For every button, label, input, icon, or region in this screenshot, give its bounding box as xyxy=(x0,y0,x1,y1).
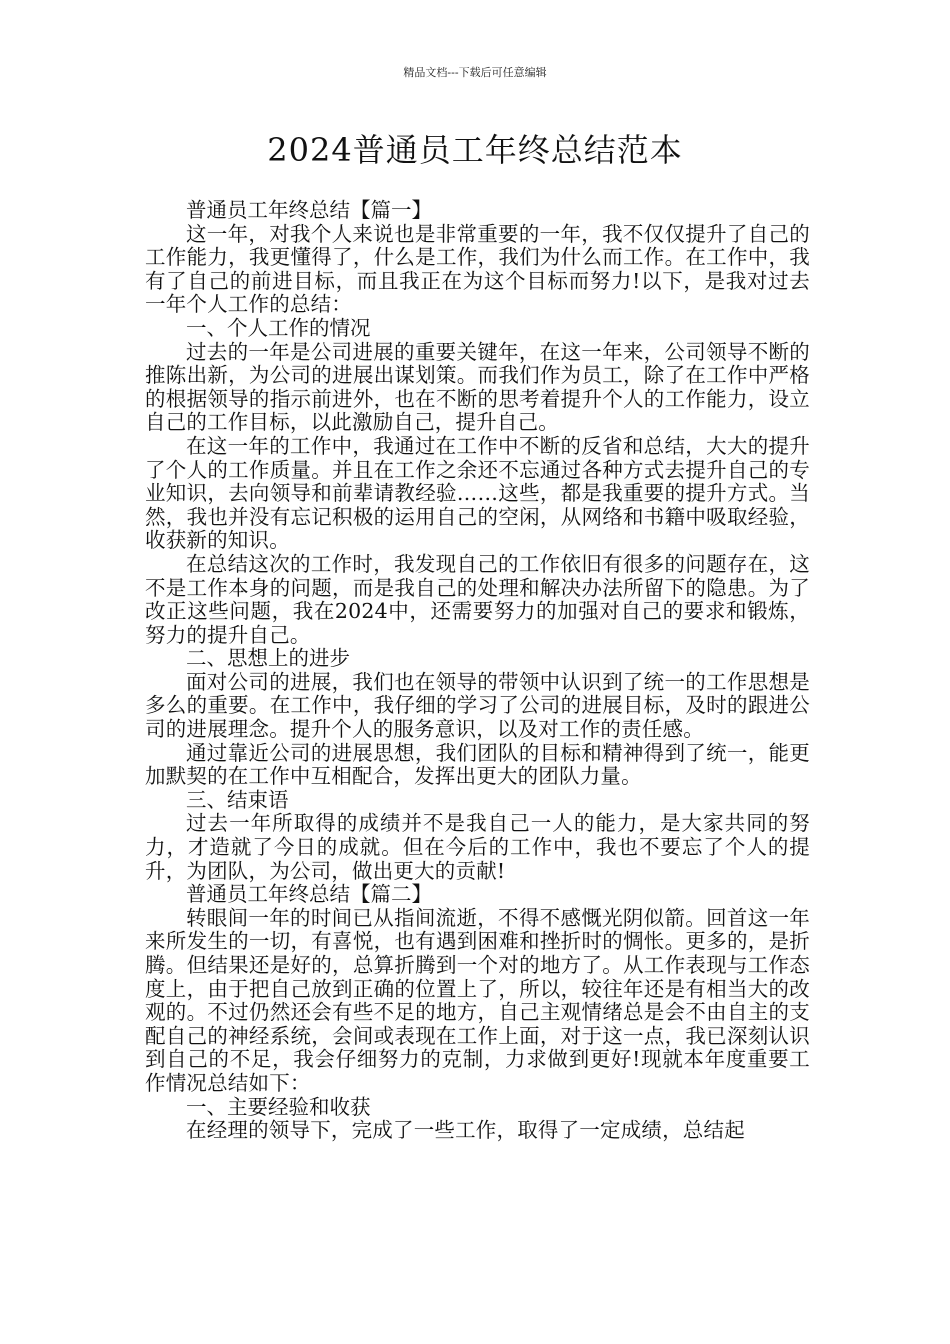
paragraph: 面对公司的进展，我们也在领导的带领中认识到了统一的工作思想是多么的重要。在工作中，我仔细的学习了公司的进展目标，及时的跟进公司的进展理念。提升个人的服务意识，以及对工作的责任感。 xyxy=(145,669,810,742)
paragraph: 过去的一年是公司进展的重要关键年，在这一年来，公司领导不断的推陈出新，为公司的进展出谋划策。而我们作为员工，除了在工作中严格的根据领导的指示前进外，也在不断的思考着提升个人的工作能力，设立自己的工作目标，以此激励自己，提升自己。 xyxy=(145,339,810,435)
section-heading: 普通员工年终总结【篇二】 xyxy=(186,882,432,907)
paragraph: 转眼间一年的时间已从指间流逝，不得不感慨光阴似箭。回首这一年来所发生的一切，有喜悦，也有遇到困难和挫折时的惆怅。更多的，是折腾。但结果还是好的，总算折腾到一个对的地方了。从工作表现与工作态度上，由于把自己放到正确的位置上了，所以，较往年还是有相当大的改观的。不过仍然还会有些不足的地方，自己主观情绪总是会不由自主的支配自己的神经系统，会间或表现在工作上面，对于这一点，我已深刻认识到自己的不足，我会仔细努力的克制，力求做到更好!现就本年度重要工作情况总结如下： xyxy=(145,905,810,1095)
section-heading: 一、个人工作的情况 xyxy=(186,315,371,340)
paragraph: 在这一年的工作中，我通过在工作中不断的反省和总结，大大的提升了个人的工作质量。并且在工作之余还不忘通过各种方式去提升自己的专业知识，去向领导和前辈请教经验……这些，都是我重要的提升方式。当然，我也并没有忘记积极的运用自己的空闲，从网络和书籍中吸取经验，收获新的知识。 xyxy=(145,433,810,553)
paragraph: 过去一年所取得的成绩并不是我自己一人的能力，是大家共同的努力，才造就了今日的成就。但在今后的工作中，我也不要忘了个人的提升，为团队，为公司，做出更大的贡献! xyxy=(145,811,810,883)
section-heading: 二、思想上的进步 xyxy=(186,646,350,671)
paragraph: 通过靠近公司的进展思想，我们团队的目标和精神得到了统一，能更加默契的在工作中互相配合，发挥出更大的团队力量。 xyxy=(145,740,810,789)
section-heading: 三、结束语 xyxy=(186,787,289,812)
header-note: 精品文档---下载后可任意编辑 xyxy=(403,66,547,79)
section-heading: 普通员工年终总结【篇一】 xyxy=(186,198,432,222)
paragraph: 这一年，对我个人来说也是非常重要的一年，我不仅仅提升了自己的工作能力，我更懂得了，什么是工作，我们为什么而工作。在工作中，我有了自己的前进目标，而且我正在为这个目标而努力!以下，是我对过去一年个人工作的总结： xyxy=(145,221,810,317)
page-title: 2024普通员工年终总结范本 xyxy=(267,131,683,169)
paragraph: 在经理的领导下，完成了一些工作，取得了一定成绩，总结起 xyxy=(186,1118,745,1143)
paragraph: 在总结这次的工作时，我发现自己的工作依旧有很多的问题存在，这不是工作本身的问题，而是我自己的处理和解决办法所留下的隐患。为了改正这些问题，我在2024中，还需要努力的加强对自己的要求和锻炼，努力的提升自己。 xyxy=(145,551,810,647)
document-body xyxy=(145,199,810,1143)
section-heading: 一、主要经验和收获 xyxy=(186,1094,371,1119)
